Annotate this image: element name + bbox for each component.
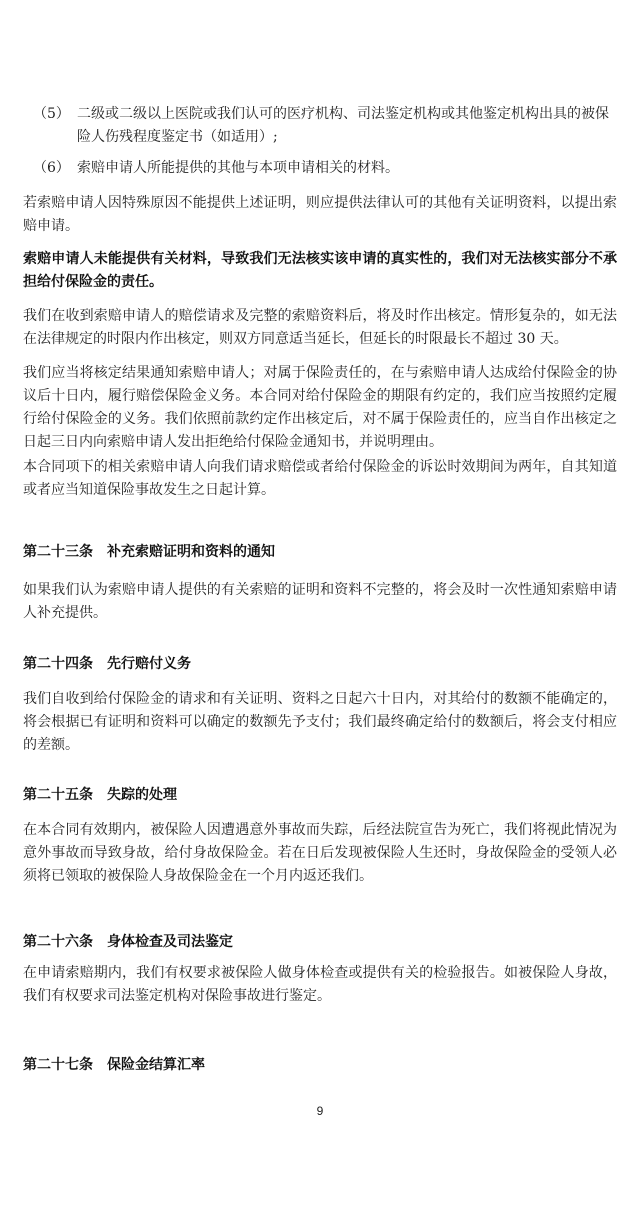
section-body: 在本合同有效期内，被保险人因遭遇意外事故而失踪，后经法院宣告为死亡，我们将视此情况为意外事故而导致身故，给付身故保险金。若在日后发现被保险人生还时，身故保险金的受领人必须将已领取的被保险人身故保险金在一个月内返还我们。 bbox=[23, 822, 617, 884]
section-heading: 第二十四条 先行赔付义务 bbox=[23, 656, 191, 672]
list-text: 二级或二级以上医院或我们认可的医疗机构、司法鉴定机构或其他鉴定机构出具的被保险人伤残程度鉴定书（如适用）; bbox=[77, 106, 609, 145]
list-item bbox=[23, 103, 617, 149]
paragraph-alternative-proof: 若索赔申请人因特殊原因不能提供上述证明，则应提供法律认可的其他有关证明资料，以提出索赔申请。 bbox=[23, 195, 617, 234]
paragraph-payment-obligation: 我们应当将核定结果通知索赔申请人；对属于保险责任的，在与索赔申请人达成给付保险金的协议后十日内，履行赔偿保险金义务。本合同对给付保险金的期限有约定的，我们应当按照约定履行给付保险金的义务。我们依照前款约定作出核定后，对不属于保险责任的，应当自作出核定之日起三日内向索赔申请人发出拒绝给付保险金通知书，并说明理由。 bbox=[23, 365, 617, 450]
section-heading: 第二十七条 保险金结算汇率 bbox=[23, 1057, 205, 1073]
list-number: （6） bbox=[33, 160, 70, 176]
list-item bbox=[23, 157, 617, 180]
section-body: 在申请索赔期内，我们有权要求被保险人做身体检查或提供有关的检验报告。如被保险人身故，我们有权要求司法鉴定机构对保险事故进行鉴定。 bbox=[23, 965, 617, 1004]
section-heading: 第二十五条 失踪的处理 bbox=[23, 787, 177, 803]
paragraph-claim-review: 我们在收到索赔申请人的赔偿请求及完整的索赔资料后，将及时作出核定。情形复杂的，如无法在法律规定的时限内作出核定，则双方同意适当延长，但延长的时限最长不超过 30 天。 bbox=[23, 308, 617, 347]
list-number: （5） bbox=[33, 106, 70, 122]
section-body: 如果我们认为索赔申请人提供的有关索赔的证明和资料不完整的，将会及时一次性通知索赔申请人补充提供。 bbox=[23, 582, 617, 621]
paragraph-limitation-period: 本合同项下的相关索赔申请人向我们请求赔偿或者给付保险金的诉讼时效期间为两年，自其知道或者应当知道保险事故发生之日起计算。 bbox=[23, 459, 617, 498]
section-body: 我们自收到给付保险金的请求和有关证明、资料之日起六十日内，对其给付的数额不能确定的，将会根据已有证明和资料可以确定的数额先予支付；我们最终确定给付的数额后，将会支付相应的差额。 bbox=[23, 691, 617, 753]
list-text: 索赔申请人所能提供的其他与本项申请相关的材料。 bbox=[77, 160, 399, 176]
paragraph-liability-warning: 索赔申请人未能提供有关材料，导致我们无法核实该申请的真实性的，我们对无法核实部分不承担给付保险金的责任。 bbox=[23, 251, 617, 290]
section-heading: 第二十六条 身体检查及司法鉴定 bbox=[23, 934, 233, 950]
section-heading: 第二十三条 补充索赔证明和资料的通知 bbox=[23, 544, 275, 560]
page-number: 9 bbox=[316, 1104, 324, 1118]
